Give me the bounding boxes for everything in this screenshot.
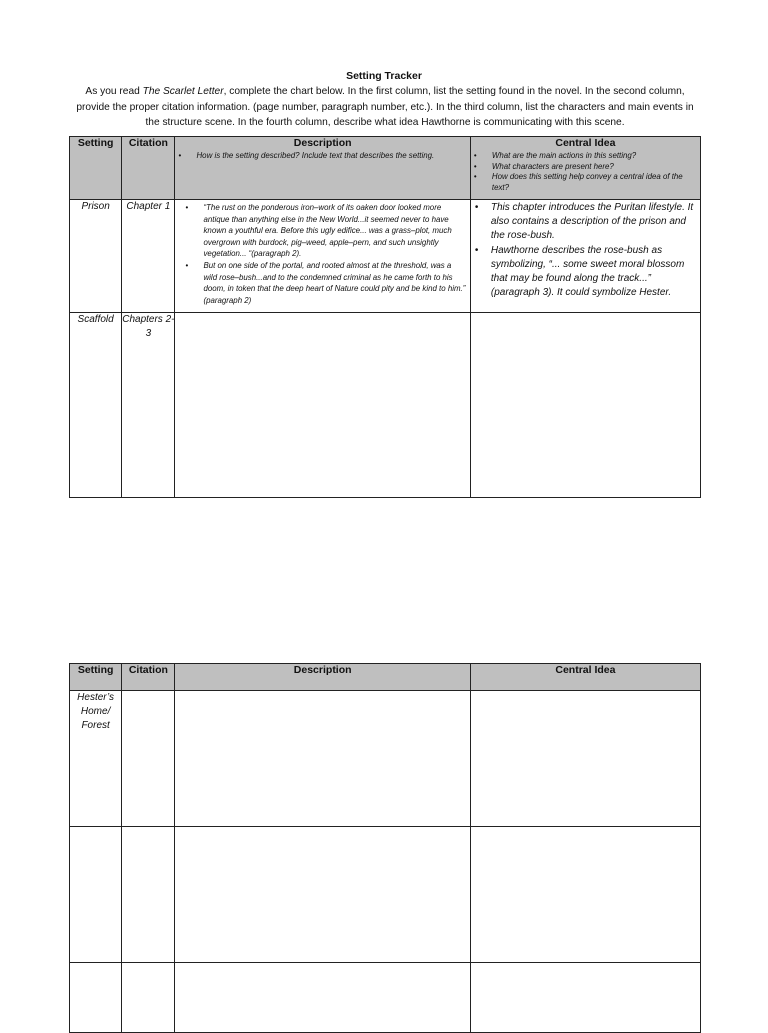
setting-cell[interactable]: Scaffold bbox=[70, 313, 122, 498]
header-central-idea-label: Central Idea bbox=[555, 137, 616, 149]
header-central-idea bbox=[470, 137, 700, 200]
description-item: • “The rust on the ponderous iron–work of its oaken door looked more antique than anything else in the New World...it seemed never to have known a youthful era. Before this ugly edifice... was a grass–plot, much overgrown with burdock, pig–weed, apple–pern, and such unsightly vegetation... “(paragraph 2). bbox=[179, 202, 465, 260]
setting-cell[interactable] bbox=[70, 827, 122, 963]
header-citation: Citation bbox=[122, 137, 175, 200]
setting-table-2 bbox=[69, 663, 701, 1033]
description-cell[interactable] bbox=[175, 313, 470, 498]
citation-cell[interactable]: Chapters 2-3 bbox=[122, 313, 175, 498]
description-prompts bbox=[175, 151, 469, 162]
header-description-label: Description bbox=[293, 137, 352, 149]
central-idea-item: • Hawthorne describes the rose-bush as symbolizing, “... some sweet moral blossom that may be found along the track...” (paragraph 3). It could symbolize Hester. bbox=[475, 244, 696, 301]
central-prompt: • What characters are present here? bbox=[474, 162, 697, 173]
header-setting: Setting bbox=[70, 137, 122, 200]
header-citation: Citation bbox=[122, 664, 175, 691]
central-idea-list bbox=[471, 201, 700, 300]
description-prompt: • How is the setting described? Include text that describes the setting. bbox=[178, 151, 466, 162]
book-title: The Scarlet Letter bbox=[142, 86, 224, 97]
page-title: Setting Tracker bbox=[346, 70, 422, 82]
citation-cell[interactable] bbox=[122, 691, 175, 827]
table-row bbox=[70, 200, 701, 313]
setting-cell[interactable] bbox=[70, 963, 122, 1033]
description-cell[interactable] bbox=[175, 827, 470, 963]
central-prompt: • How does this setting help convey a central idea of the text? bbox=[474, 172, 697, 193]
citation-cell[interactable] bbox=[122, 827, 175, 963]
table-header-row bbox=[70, 137, 701, 200]
central-idea-cell[interactable] bbox=[470, 963, 700, 1033]
central-idea-item: • This chapter introduces the Puritan lifestyle. It also contains a description of the prison and the rose-bush. bbox=[475, 201, 696, 244]
citation-cell[interactable] bbox=[122, 963, 175, 1033]
description-cell[interactable] bbox=[175, 200, 470, 313]
description-list bbox=[175, 202, 469, 306]
description-cell[interactable] bbox=[175, 691, 470, 827]
instructions-paragraph bbox=[70, 84, 700, 131]
description-item: • But on one side of the portal, and rooted almost at the threshold, was a wild rose–bush...and to the condemned criminal as he came forth to his doom, in token that the deep heart of Nature could pity and be kind to him.” (paragraph 2) bbox=[179, 260, 465, 306]
table-row bbox=[70, 313, 701, 498]
header-setting: Setting bbox=[70, 664, 122, 691]
setting-cell[interactable]: Prison bbox=[70, 200, 122, 313]
central-idea-cell[interactable] bbox=[470, 200, 700, 313]
description-cell[interactable] bbox=[175, 963, 470, 1033]
header-central-idea: Central Idea bbox=[470, 664, 700, 691]
central-idea-cell[interactable] bbox=[470, 691, 700, 827]
table-header-row bbox=[70, 664, 701, 691]
setting-table-1 bbox=[69, 136, 701, 498]
table-row bbox=[70, 963, 701, 1033]
central-idea-cell[interactable] bbox=[470, 313, 700, 498]
citation-cell[interactable]: Chapter 1 bbox=[122, 200, 175, 313]
table-row bbox=[70, 827, 701, 963]
central-idea-prompts bbox=[471, 151, 700, 193]
header-description: Description bbox=[175, 664, 470, 691]
instructions-text-2: , complete the chart below. In the first column, list the setting found in the novel. In the second column, provide the proper citation information. (page number, paragraph number, etc.). In the third column, list the characters and main events in the structure scene. In the fourth column, describe what idea Hawthorne is communicating with this scene. bbox=[76, 86, 694, 128]
setting-cell[interactable]: Hester’s Home/ Forest bbox=[70, 691, 122, 827]
central-idea-cell[interactable] bbox=[470, 827, 700, 963]
header-description bbox=[175, 137, 470, 200]
instructions-text-1: As you read bbox=[85, 86, 143, 97]
central-prompt: • What are the main actions in this setting? bbox=[474, 151, 697, 162]
table-row bbox=[70, 691, 701, 827]
